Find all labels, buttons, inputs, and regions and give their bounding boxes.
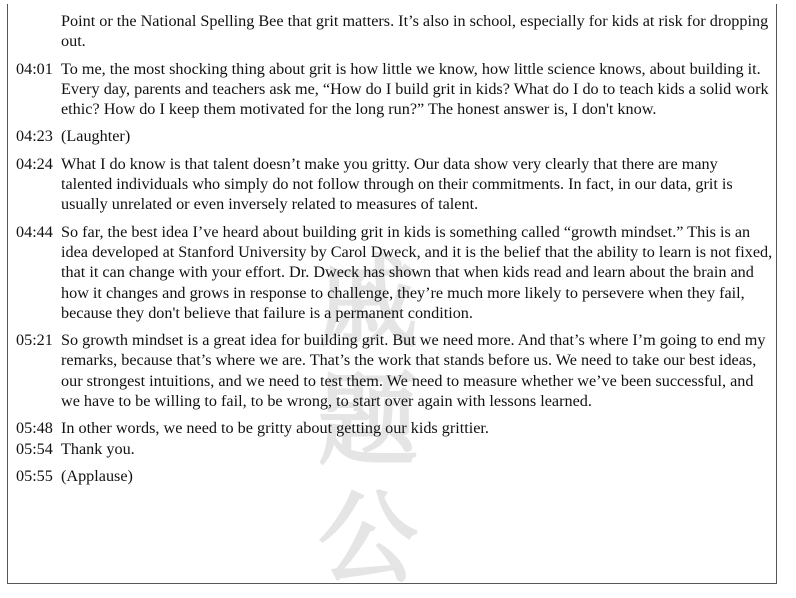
timestamp: 04:23 (16, 127, 53, 146)
watermark: 戚 题 公 (318, 244, 418, 597)
transcript-entry (8, 418, 773, 438)
transcript-entry (8, 330, 773, 411)
timestamp: 04:44 (16, 222, 53, 241)
entry-text: So far, the best idea I’ve heard about building grit in kids is something called “growth mindset.” This is an idea developed at Stanford University by Carol Dweck, and it is the belief that the ability to learn is not fixed, that it can change with your effort. Dr. Dweck has shown that when kids read and learn about the brain and how it changes and grows in response to challenge, they’re much more likely to persevere when they fail, because they don't believe that failure is a permanent condition. (61, 222, 773, 322)
timestamp: 05:21 (16, 331, 53, 350)
entry-text: Thank you. (61, 439, 135, 458)
timestamp: 05:55 (16, 466, 53, 485)
transcript-entry (8, 126, 773, 146)
transcript-entries (8, 11, 773, 493)
entry-text: What I do know is that talent doesn’t make you gritty. Our data show very clearly that there are many talented individuals who simply do not follow through on their commitments. In fact, in our data, grit is usually unrelated or even inversely related to measures of talent. (61, 154, 733, 214)
transcript-entry (8, 222, 773, 323)
timestamp: 05:48 (16, 419, 53, 438)
entry-text: To me, the most shocking thing about grit is how little we know, how little science knows, about building it. Every day, parents and teachers ask me, “How do I build grit in kids? What do I do to teach kids a solid work ethic? How do I keep them motivated for the long run?” The honest answer is, I don't know. (61, 59, 769, 119)
transcript-entry (8, 154, 773, 215)
transcript-entry (8, 439, 773, 459)
transcript-entry (8, 466, 773, 486)
transcript-page (7, 4, 777, 597)
entry-text: So growth mindset is a great idea for building grit. But we need more. And that’s where I’m going to end my remarks, because that’s where we are. That’s the work that stands before us. We need to take our best ideas, our strongest intuitions, and we need to test them. We need to measure whether we’ve been successful, and we have to be willing to fail, to be wrong, to start over again with lessons learned. (61, 331, 766, 411)
transcript-entry (8, 59, 773, 120)
entry-text: In other words, we need to be gritty about getting our kids grittier. (61, 419, 489, 438)
timestamp: 04:01 (16, 59, 53, 78)
transcript-continuation: Point or the National Spelling Bee that grit matters. It’s also in school, especially for kids at risk for dropping out. (61, 12, 769, 51)
entry-text: (Applause) (61, 466, 133, 485)
timestamp: 05:54 (16, 439, 53, 458)
entry-text: (Laughter) (61, 127, 131, 146)
timestamp: 04:24 (16, 154, 53, 173)
